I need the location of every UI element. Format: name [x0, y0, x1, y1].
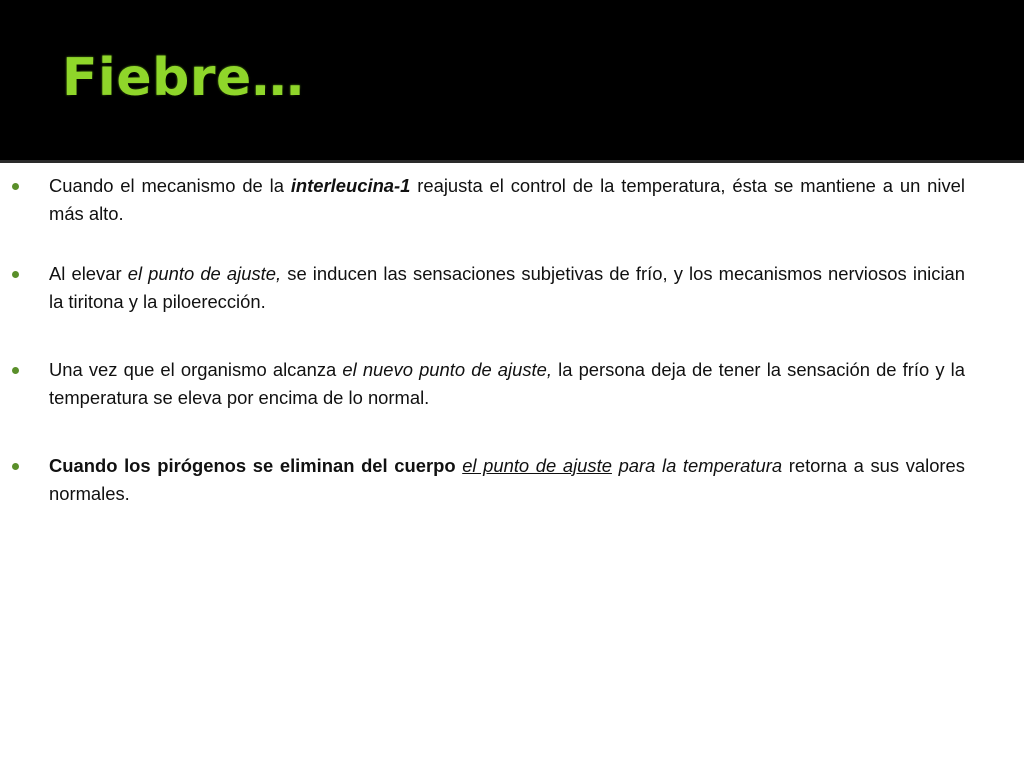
- bullet-text: Al elevar el punto de ajuste, se inducen las sensaciones subjetivas de frío, y los mecanismos nerviosos inician la tiritona y la piloerección.: [49, 263, 965, 312]
- title-bar: [0, 0, 1024, 160]
- slide-title: Fiebre…: [62, 48, 305, 108]
- bullet-text: Una vez que el organismo alcanza el nuevo punto de ajuste, la persona deja de tener la sensación de frío y la temperatura se eleva por encima de lo normal.: [49, 359, 965, 408]
- title-divider: [0, 160, 1024, 163]
- bullet-text: Cuando los pirógenos se eliminan del cuerpo el punto de ajuste para la temperatura retorna a sus valores normales.: [49, 455, 965, 504]
- bullet-text: Cuando el mecanismo de la interleucina-1 reajusta el control de la temperatura, ésta se mantiene a un nivel más alto.: [49, 175, 965, 224]
- bullet-dot-icon: [12, 183, 19, 190]
- bullet-dot-icon: [12, 367, 19, 374]
- bullet-dot-icon: [12, 463, 19, 470]
- bullet-dot-icon: [12, 271, 19, 278]
